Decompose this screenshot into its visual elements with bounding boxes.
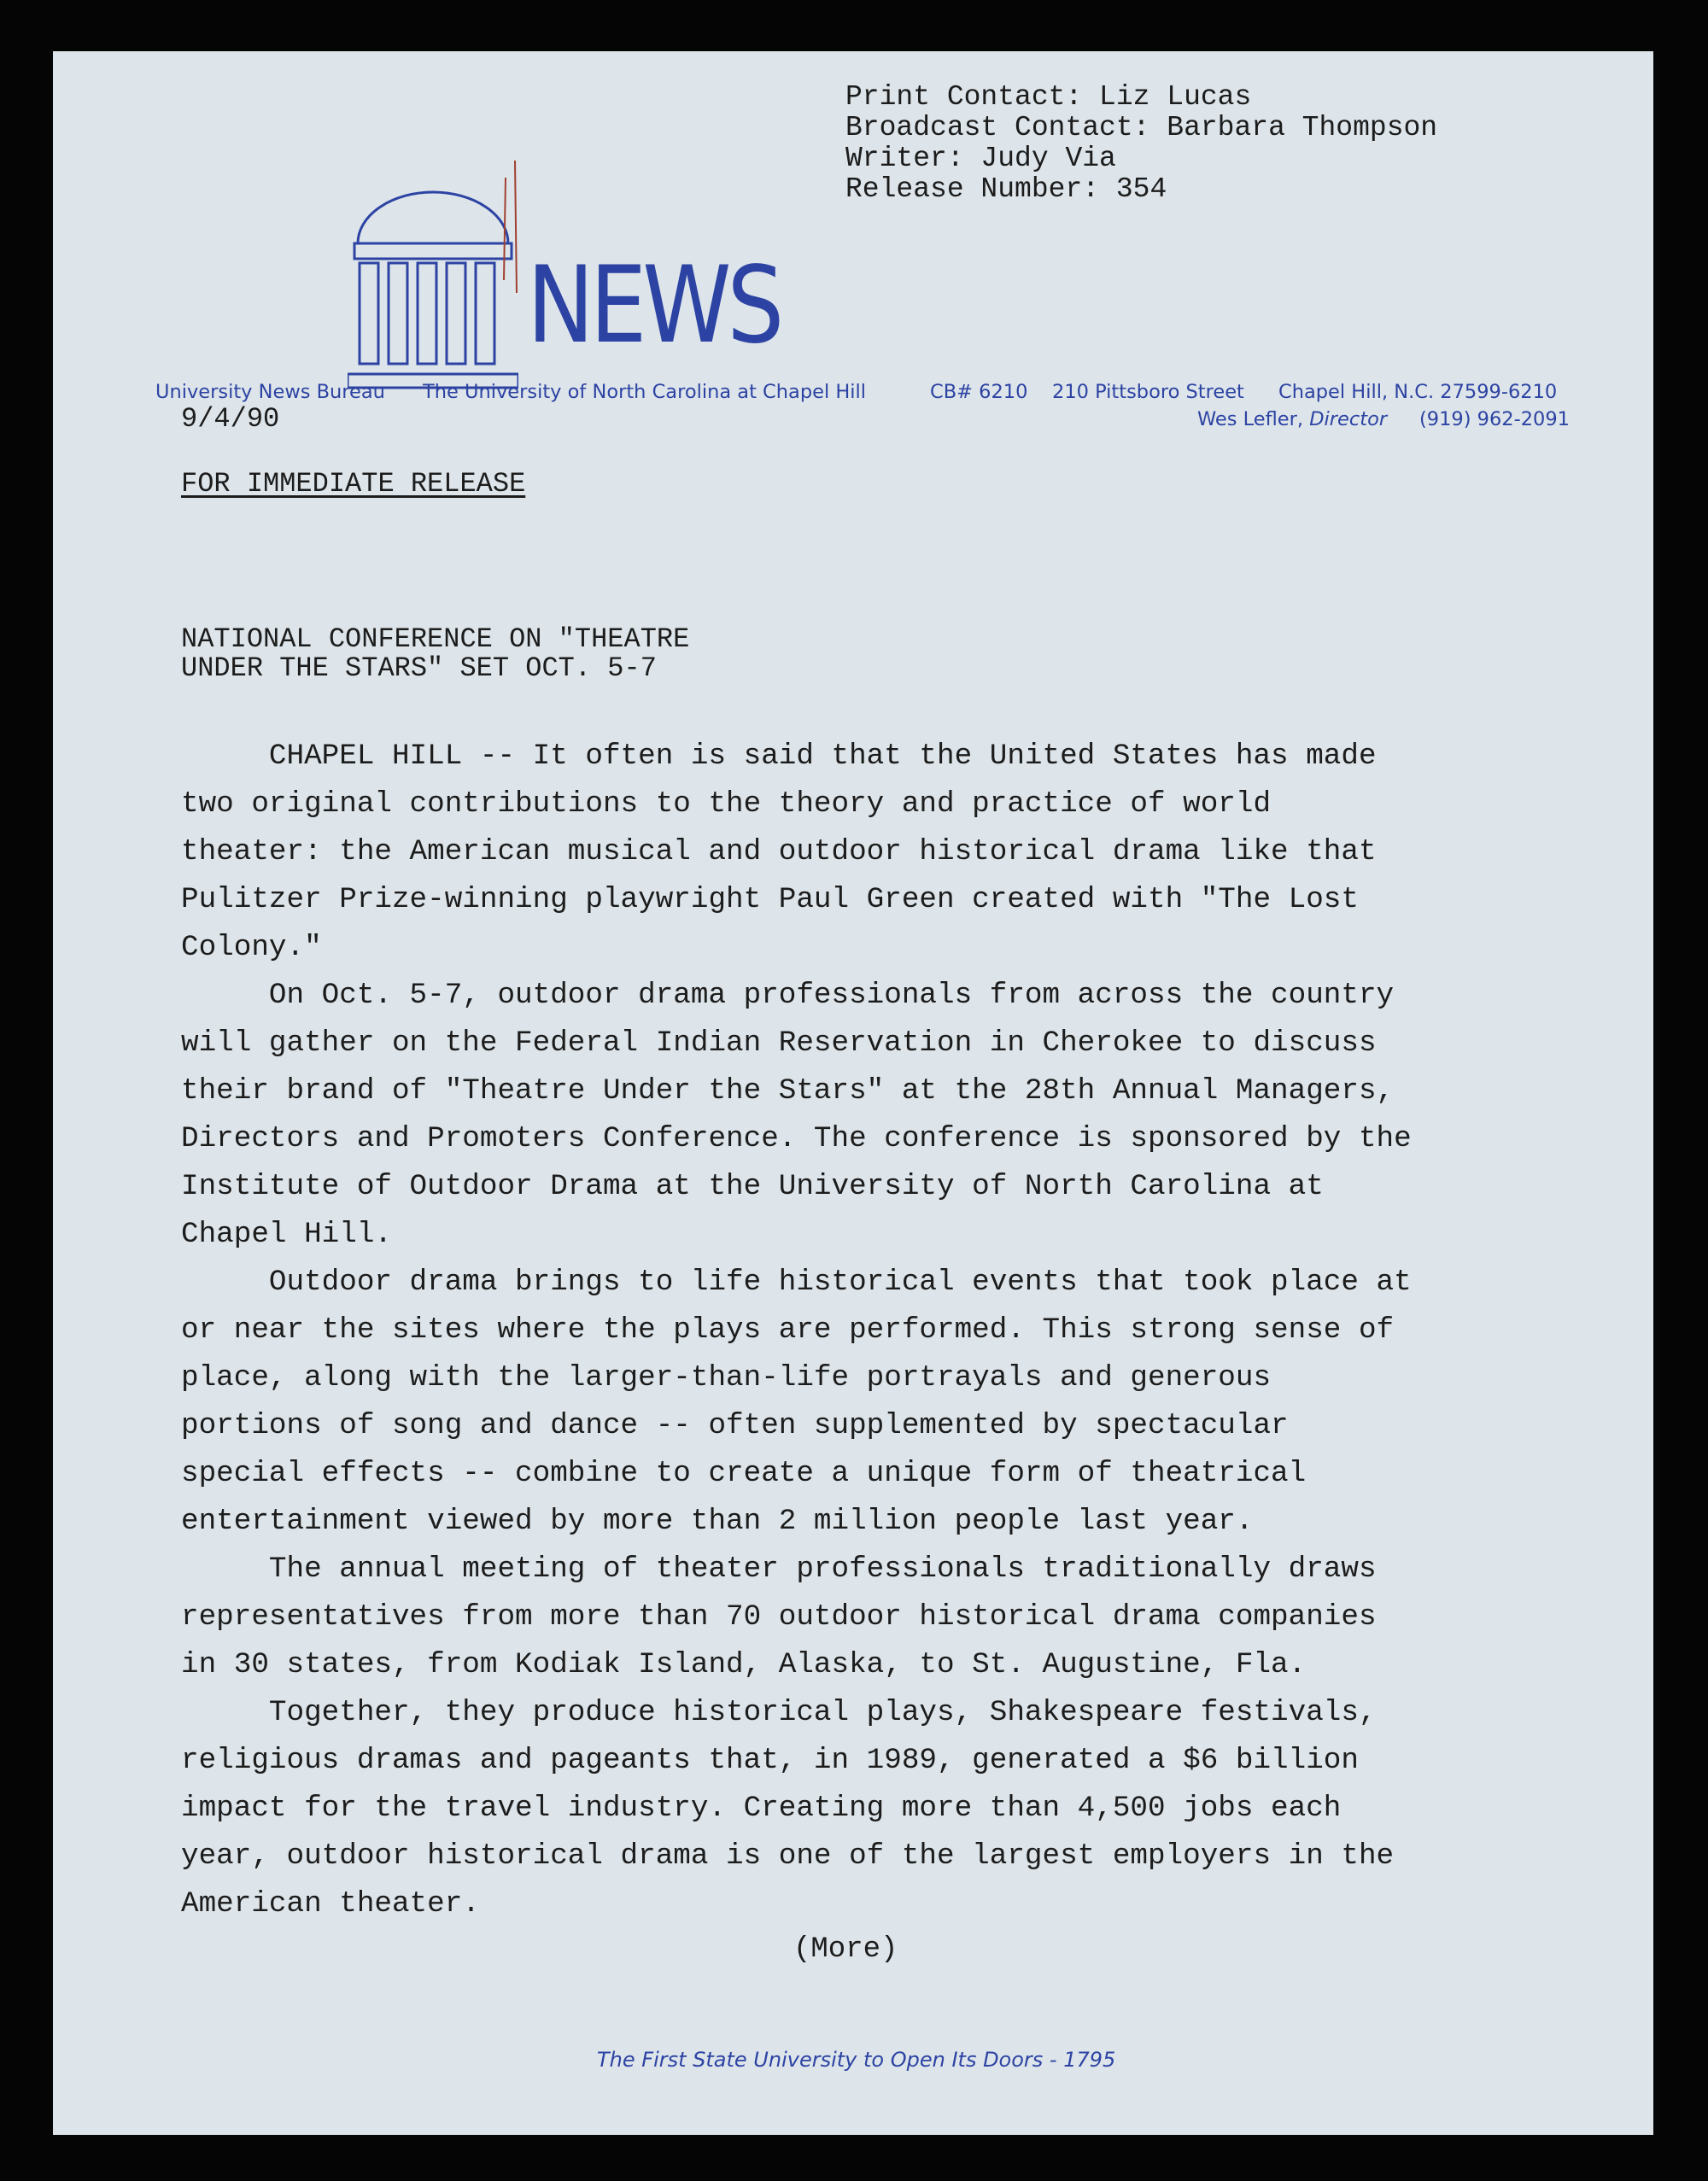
body-line: two original contributions to the theory and practice of world	[181, 787, 1272, 821]
body-line: year, outdoor historical drama is one of the largest employers in the	[181, 1839, 1395, 1873]
news-wordmark: NEWS	[527, 244, 781, 367]
body-line: Outdoor drama brings to life historical events that took place at	[181, 1266, 1412, 1299]
old-well-logo-icon	[348, 101, 518, 398]
print-contact: Print Contact: Liz Lucas	[845, 81, 1252, 113]
body-line: Chapel Hill.	[181, 1218, 392, 1251]
director-line	[1197, 410, 1387, 430]
body-line: impact for the travel industry. Creating more than 4,500 jobs each	[181, 1792, 1342, 1825]
street-address: 210 Pittsboro Street	[1052, 381, 1244, 403]
body-line: special effects -- combine to create a unique form of theatrical	[181, 1457, 1307, 1490]
footer-motto: The First State University to Open Its Doors - 1795	[597, 2048, 1116, 2072]
body-line: portions of song and dance -- often supplemented by spectacular	[181, 1409, 1289, 1442]
body-line: religious dramas and pageants that, in 1989, generated a $6 billion	[181, 1744, 1359, 1777]
body-line: CHAPEL HILL -- It often is said that the United States has made	[181, 740, 1377, 773]
logo-roof-band	[354, 243, 512, 259]
headline	[181, 625, 689, 683]
body-line: entertainment viewed by more than 2 million people last year.	[181, 1505, 1254, 1538]
contact-block	[845, 82, 1437, 205]
body-line: will gather on the Federal Indian Reservation in Cherokee to discuss	[181, 1026, 1377, 1060]
campus-box: CB# 6210	[930, 381, 1028, 403]
body-line: place, along with the larger-than-life portrayals and generous	[181, 1361, 1272, 1395]
body-line: On Oct. 5-7, outdoor drama professionals from across the country	[181, 979, 1395, 1012]
body-line: in 30 states, from Kodiak Island, Alaska, to St. Augustine, Fla.	[181, 1648, 1307, 1681]
release-label: FOR IMMEDIATE RELEASE	[181, 468, 526, 500]
body-line: their brand of "Theatre Under the Stars" at the 28th Annual Managers,	[181, 1074, 1395, 1108]
body-line: Pulitzer Prize-winning playwright Paul Green created with "The Lost	[181, 883, 1359, 916]
document-page	[53, 51, 1653, 2135]
more-marker: (More)	[793, 1933, 898, 1966]
body-line: Institute of Outdoor Drama at the University of North Carolina at	[181, 1170, 1324, 1203]
director-name: Wes Lefler,	[1197, 408, 1304, 430]
body-line: The annual meeting of theater professionals traditionally draws	[181, 1552, 1377, 1586]
body-text	[181, 733, 1412, 1928]
phone-number: (919) 962-2091	[1419, 408, 1570, 430]
body-line: Together, they produce historical plays, Shakespeare festivals,	[181, 1696, 1377, 1729]
broadcast-contact: Broadcast Contact: Barbara Thompson	[845, 112, 1438, 143]
writer: Writer: Judy Via	[845, 143, 1116, 174]
release-date: 9/4/90	[181, 403, 280, 435]
body-line: or near the sites where the plays are performed. This strong sense of	[181, 1313, 1395, 1347]
body-line: Directors and Promoters Conference. The conference is sponsored by the	[181, 1122, 1412, 1155]
city-address: Chapel Hill, N.C. 27599-6210	[1278, 381, 1558, 403]
bureau-name: University News Bureau	[155, 381, 385, 403]
body-line: representatives from more than 70 outdoor historical drama companies	[181, 1600, 1377, 1634]
body-line: American theater.	[181, 1887, 480, 1921]
headline-line: NATIONAL CONFERENCE ON "THEATRE	[181, 623, 690, 655]
body-line: theater: the American musical and outdoor historical drama like that	[181, 835, 1377, 868]
headline-line: UNDER THE STARS" SET OCT. 5-7	[181, 652, 657, 684]
logo-dome	[358, 192, 508, 243]
release-number: Release Number: 354	[845, 173, 1167, 205]
body-line: Colony."	[181, 931, 322, 964]
director-title: Director	[1309, 408, 1388, 430]
university-name: The University of North Carolina at Chapel Hill	[423, 381, 867, 403]
